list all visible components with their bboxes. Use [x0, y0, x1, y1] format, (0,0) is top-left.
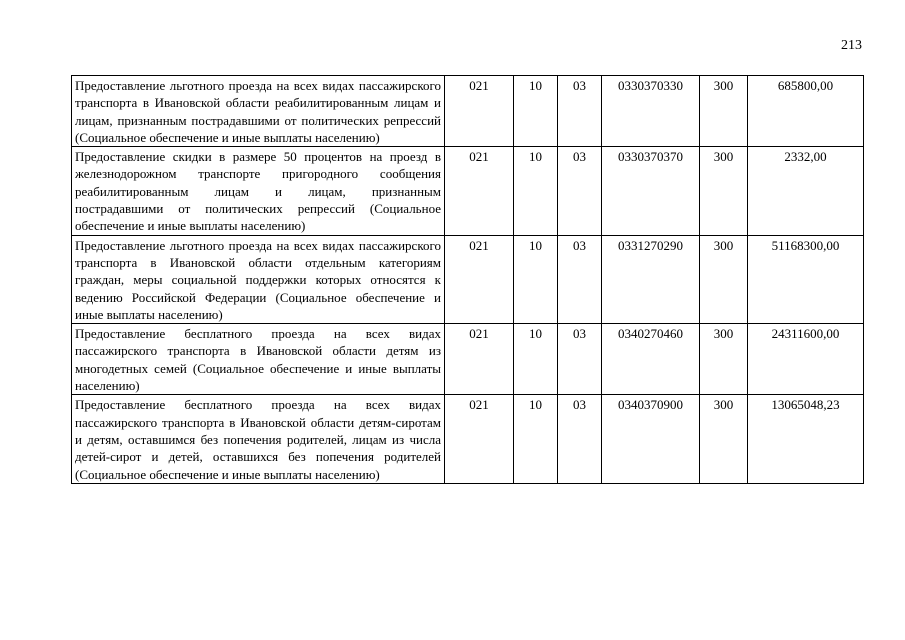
table-row [72, 147, 864, 235]
target-code-cell: 0340270460 [602, 324, 700, 395]
target-code-cell: 0330370370 [602, 147, 700, 235]
target-code-cell: 0330370330 [602, 76, 700, 147]
expense-type-cell: 300 [700, 324, 748, 395]
amount-cell: 51168300,00 [748, 235, 864, 323]
section-cell: 10 [514, 395, 558, 483]
admin-code-cell: 021 [445, 235, 514, 323]
admin-code-cell: 021 [445, 395, 514, 483]
subsection-cell: 03 [558, 235, 602, 323]
budget-table [71, 75, 864, 484]
row-description: Предоставление бесплатного проезда на всех видах пассажирского транспорта в Ивановской области детям-сиротам и детям, оставшимся без попечения родителей, лицам из числа детей-сирот и детей, оставшихся без попечения родителей (Социальное обеспечение и иные выплаты населению) [72, 395, 445, 483]
table-row [72, 76, 864, 147]
row-description: Предоставление бесплатного проезда на всех видах пассажирского транспорта в Ивановской области детям из многодетных семей (Социальное обеспечение и иные выплаты населению) [72, 324, 445, 395]
table-row [72, 395, 864, 483]
subsection-cell: 03 [558, 147, 602, 235]
amount-cell: 685800,00 [748, 76, 864, 147]
section-cell: 10 [514, 76, 558, 147]
admin-code-cell: 021 [445, 147, 514, 235]
amount-cell: 2332,00 [748, 147, 864, 235]
table-row [72, 324, 864, 395]
amount-cell: 24311600,00 [748, 324, 864, 395]
target-code-cell: 0331270290 [602, 235, 700, 323]
section-cell: 10 [514, 235, 558, 323]
subsection-cell: 03 [558, 76, 602, 147]
expense-type-cell: 300 [700, 235, 748, 323]
expense-type-cell: 300 [700, 147, 748, 235]
subsection-cell: 03 [558, 324, 602, 395]
table-row [72, 235, 864, 323]
section-cell: 10 [514, 324, 558, 395]
page-number: 213 [841, 38, 862, 53]
admin-code-cell: 021 [445, 76, 514, 147]
row-description: Предоставление льготного проезда на всех видах пассажирского транспорта в Ивановской области отдельным категориям граждан, меры социальной поддержки которых относятся к ведению Российской Федерации (Социальное обеспечение и иные выплаты населению) [72, 235, 445, 323]
subsection-cell: 03 [558, 395, 602, 483]
section-cell: 10 [514, 147, 558, 235]
row-description: Предоставление льготного проезда на всех видах пассажирского транспорта в Ивановской области реабилитированным лицам и лицам, признанным пострадавшими от политических репрессий (Социальное обеспечение и иные выплаты населению) [72, 76, 445, 147]
amount-cell: 13065048,23 [748, 395, 864, 483]
admin-code-cell: 021 [445, 324, 514, 395]
row-description: Предоставление скидки в размере 50 процентов на проезд в железнодорожном транспорте пригородного сообщения реабилитированным лицам и лицам, признанным пострадавшими от политических репрессий (Социальное обеспечение и иные выплаты населению) [72, 147, 445, 235]
expense-type-cell: 300 [700, 395, 748, 483]
target-code-cell: 0340370900 [602, 395, 700, 483]
expense-type-cell: 300 [700, 76, 748, 147]
